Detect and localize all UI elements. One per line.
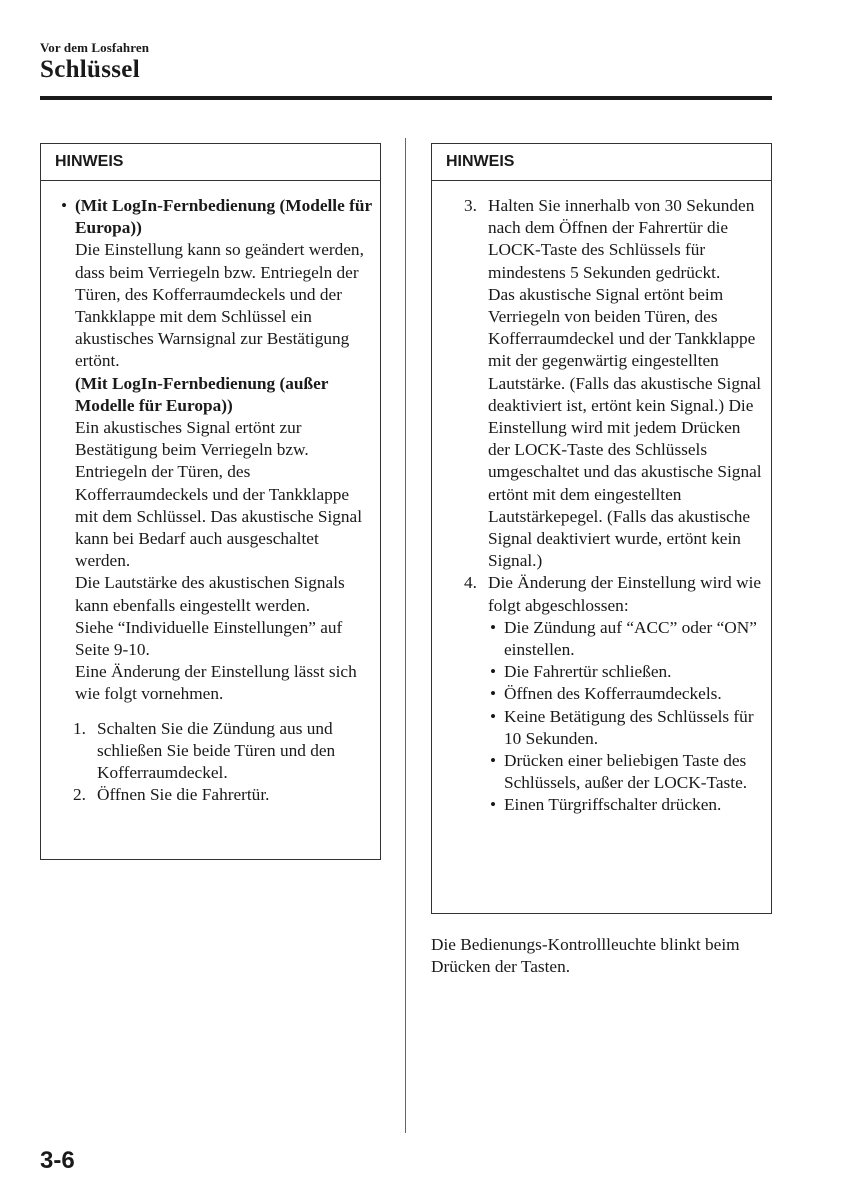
- step-detail: Das akustische Signal ertönt beim Verriegeln von beiden Türen, des Kofferraumdeckel und der Tankklappe mit der gegenwärtig eingestellten Lautstärke. (Falls das akustische Signal deaktiviert ist, ertönt kein Signal.) Die Einstellung wird mit jedem Drücken der LOCK-Taste des Schlüssels umgeschaltet und das akustische Signal ertönt mit dem eingestellten Lautstärkepegel. (Falls das akustische Signal deaktiviert wurde, ertönt kein Signal.): [488, 284, 762, 571]
- left-note-bullet: [57, 195, 372, 706]
- page-title: Schlüssel: [40, 56, 140, 83]
- sub-bullet-text: Keine Betätigung des Schlüssels für 10 Sekunden.: [504, 706, 754, 748]
- step-item: [448, 195, 765, 572]
- sub-bullet-text: Öffnen des Kofferraumdeckels.: [504, 684, 722, 704]
- bullet-mark: •: [489, 706, 497, 726]
- step-number: 2.: [73, 785, 86, 805]
- sub-bullet-item: [488, 750, 765, 794]
- sub-bullet-text: Einen Türgriffschalter drücken.: [504, 795, 722, 815]
- steps-list: [57, 718, 372, 807]
- bullet-mark: •: [489, 662, 497, 682]
- sub-bullet-item: [488, 661, 765, 683]
- step-text: Schalten Sie die Zündung aus und schließen Sie beide Türen und den Kofferraumdeckel.: [97, 718, 336, 783]
- right-note-heading: HINWEIS: [432, 144, 771, 181]
- step-text: Die Änderung der Einstellung wird wie folgt abgeschlossen:: [488, 573, 762, 615]
- bullet-mark: •: [60, 196, 68, 215]
- other-models-text: Ein akustisches Signal ertönt zur Bestätigung beim Verriegeln bzw. Entriegeln der Türen, des Kofferraumdeckels und der Tankklappe mit dem Schlüssel. Das akustische Signal kann bei Bedarf auch ausgeschaltet werden.: [75, 418, 363, 571]
- other-models-heading: (Mit LogIn-Fernbedienung (außer Modelle für Europa)): [75, 373, 329, 415]
- sub-bullet-item: [488, 617, 765, 661]
- step-text: Halten Sie innerhalb von 30 Sekunden nach dem Öffnen der Fahrertür die LOCK-Taste des Schlüssels für mindestens 5 Sekunden gedrückt.: [488, 196, 755, 282]
- sub-bullet-item: [488, 683, 765, 705]
- title-rule: [40, 96, 772, 100]
- sub-bullet-item: [488, 706, 765, 750]
- step-text: Öffnen Sie die Fahrertür.: [97, 785, 270, 805]
- left-note-heading: HINWEIS: [41, 144, 380, 181]
- bullet-mark: •: [489, 751, 497, 771]
- sub-bullet-text: Die Fahrertür schließen.: [504, 662, 672, 682]
- step-item: [448, 572, 765, 816]
- step-number: 4.: [464, 573, 477, 593]
- volume-text: Die Lautstärke des akustischen Signals kann ebenfalls eingestellt werden.: [75, 573, 345, 615]
- page-number: 3-6: [40, 1147, 75, 1174]
- europe-models-text: Die Einstellung kann so geändert werden, dass beim Verriegeln bzw. Entriegeln der Türen, des Kofferraumdeckels und der Tankklappe mit dem Schlüssel ein akustisches Warnsignal zur Bestätigung ertönt.: [75, 240, 364, 371]
- sub-bullet-text: Drücken einer beliebigen Taste des Schlüssels, außer der LOCK-Taste.: [504, 751, 748, 793]
- bullet-mark: •: [489, 684, 497, 704]
- step-number: 1.: [73, 718, 86, 738]
- step-item: [57, 718, 372, 785]
- left-note-box: [40, 143, 381, 860]
- column-divider: [405, 138, 406, 1133]
- step-number: 3.: [464, 196, 477, 215]
- europe-models-heading: (Mit LogIn-Fernbedienung (Modelle für Europa)): [75, 196, 372, 238]
- reference-text: Siehe “Individuelle Einstellungen” auf Seite 9-10.: [75, 617, 343, 660]
- indicator-note-text: Die Bedienungs-Kontrollleuchte blinkt beim Drücken der Tasten.: [431, 935, 740, 977]
- sub-bullet-text: Die Zündung auf “ACC” oder “ON” einstellen.: [504, 617, 757, 660]
- right-note-box: [431, 143, 772, 914]
- right-note-body: [432, 181, 771, 817]
- sub-bullet-item: [488, 794, 765, 816]
- section-label: Vor dem Losfahren: [40, 40, 150, 55]
- left-note-body: [41, 181, 380, 806]
- step-item: [57, 784, 372, 806]
- bullet-mark: •: [489, 617, 497, 637]
- procedure-intro: Eine Änderung der Einstellung lässt sich wie folgt vornehmen.: [75, 662, 357, 704]
- bullet-mark: •: [489, 795, 497, 815]
